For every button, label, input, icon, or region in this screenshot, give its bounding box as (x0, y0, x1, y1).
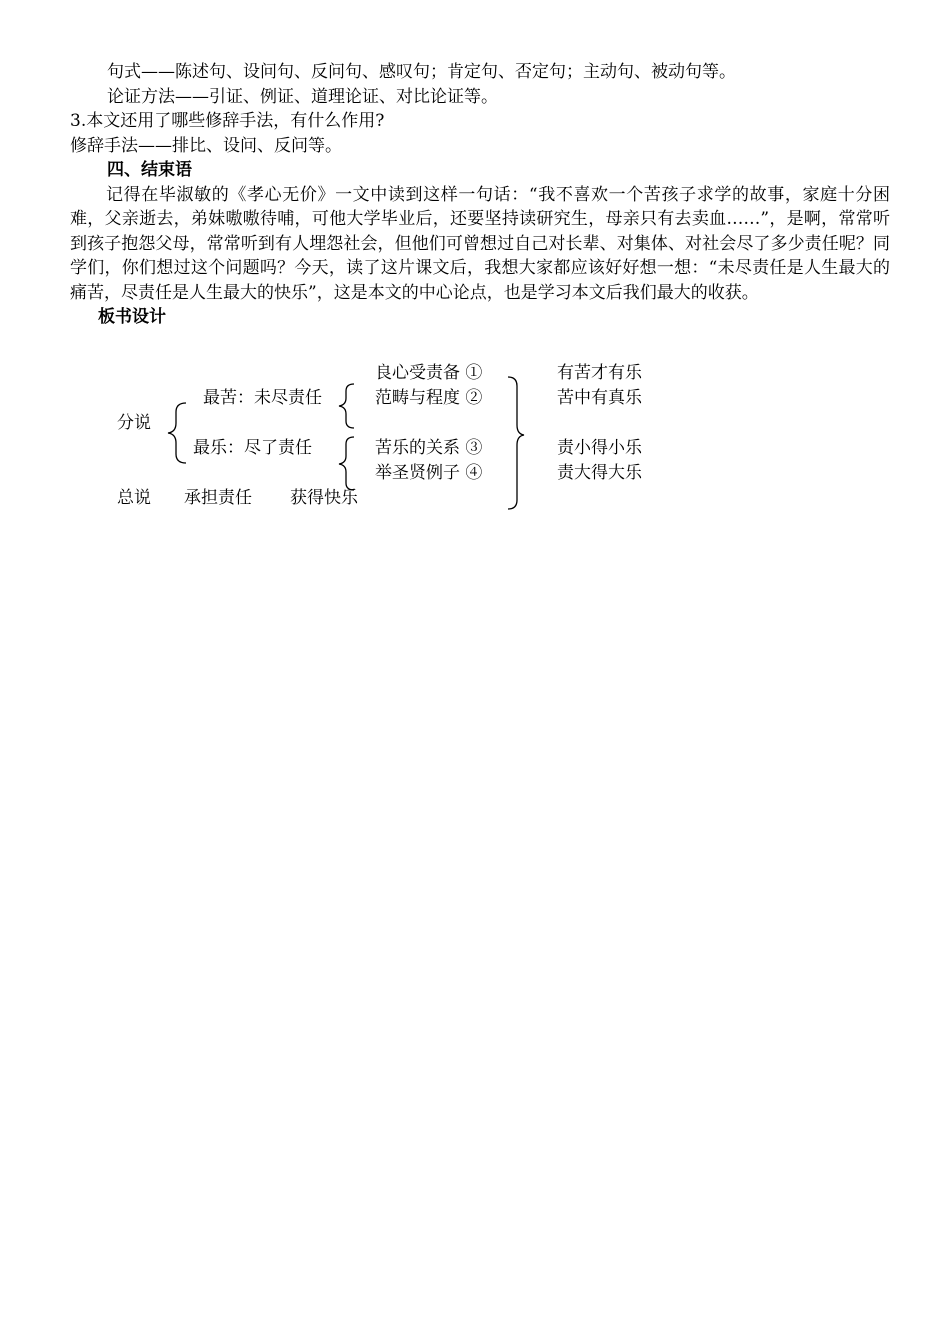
label-zuiku: 最苦：未尽责任 (203, 388, 322, 408)
conclusion-paragraph: 记得在毕淑敏的《孝心无价》一文中读到这样一句话：“我不喜欢一个苦孩子求学的故事，家庭十分困难，父亲逝去，弟妹嗷嗷待哺，可他大学毕业后，还要坚持读研究生，母亲只有去卖血……”，是啊，常常听到孩子抱怨父母，常常听到有人埋怨社会，但他们可曾想过自己对长辈、对集体、对社会尽了多少责任呢？同学们，你们想过这个问题吗？今天，读了这片课文后，我想大家都应该好好想一想：“未尽责任是人生最大的痛苦，尽责任是人生最大的快乐”，这是本文的中心论点，也是学习本文后我们最大的收获。 (70, 184, 890, 303)
label-huode: 获得快乐 (290, 488, 358, 508)
brace-right (508, 377, 524, 509)
label-zongshuo: 总说 (117, 488, 151, 508)
label-fenshuo: 分说 (117, 413, 151, 433)
document-body (70, 60, 890, 330)
board-item-1: 良心受责备 ① (375, 363, 483, 383)
question-3-line: 3.本文还用了哪些修辞手法，有什么作用? (70, 111, 385, 131)
brace-fenshuo (168, 403, 186, 463)
label-chengdan: 承担责任 (184, 488, 252, 508)
right-item-3: 责小得小乐 (557, 438, 642, 458)
brace-zuiku (339, 384, 354, 428)
rhetoric-line: 修辞手法——排比、设问、反问等。 (70, 135, 342, 156)
right-item-2: 苦中有真乐 (557, 388, 642, 408)
board-item-2: 范畴与程度 ② (375, 388, 483, 408)
board-item-4: 举圣贤例子 ④ (375, 463, 483, 483)
label-zuile: 最乐：尽了责任 (193, 438, 312, 458)
brace-zuile (339, 437, 354, 490)
section-heading: 四、结束语 (107, 160, 192, 180)
sentence-types-line: 句式——陈述句、设问句、反问句、感叹句；肯定句、否定句；主动句、被动句等。 (107, 62, 736, 82)
argument-methods-line: 论证方法——引证、例证、道理论证、对比论证等。 (107, 86, 498, 107)
board-design-heading: 板书设计 (98, 307, 166, 327)
right-item-4: 责大得大乐 (557, 463, 642, 483)
board-item-3: 苦乐的关系 ③ (375, 438, 483, 458)
right-item-1: 有苦才有乐 (557, 363, 642, 383)
